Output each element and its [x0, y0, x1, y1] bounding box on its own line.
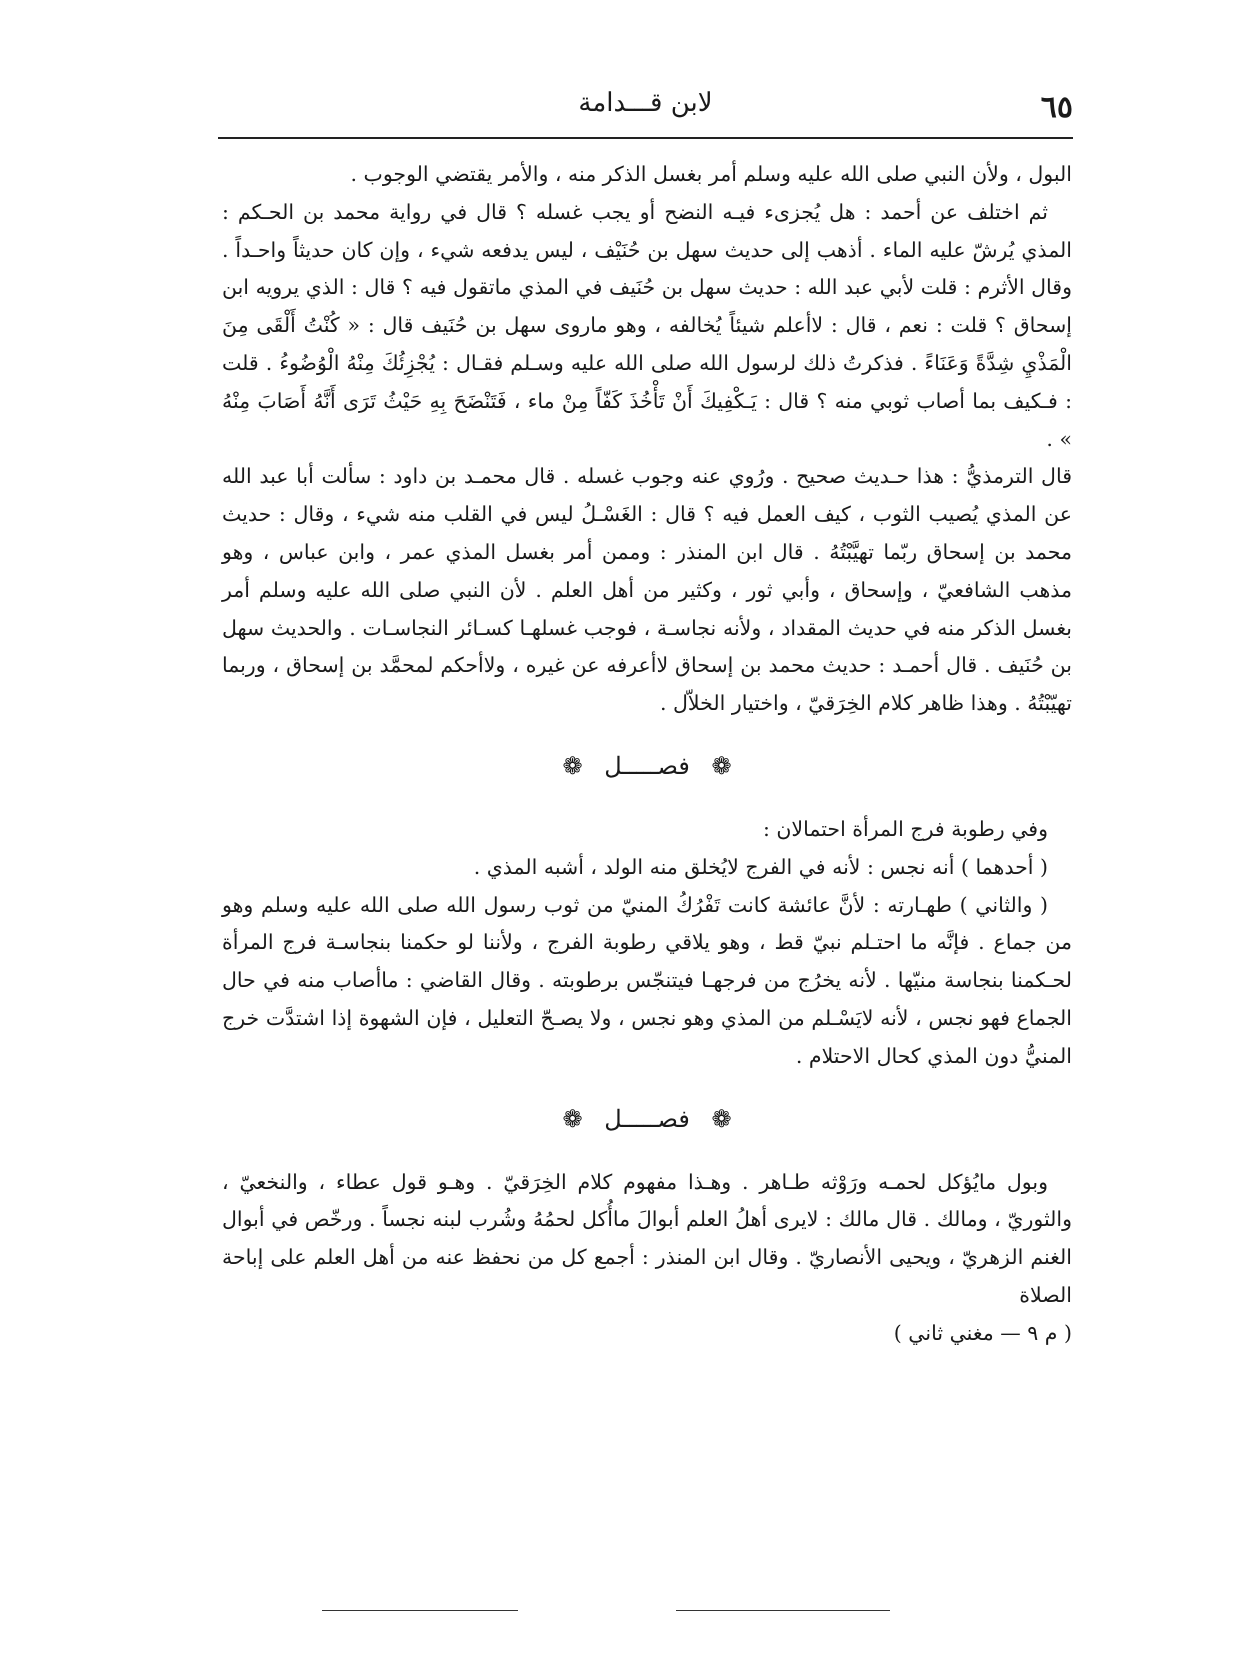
bottom-rule-left [322, 1610, 518, 1611]
section-1-line-2: ( أحدهما ) أنه نجس : لأنه في الفرج لايُخلق منه الولد ، أشبه المذي . [473, 854, 1048, 879]
section-heading-1 [222, 747, 1072, 785]
section-2-line-1: وبول مايُؤكل لحمـه ورَوْثه طـاهر . وهـذا مفهوم كلام الخِرَقيّ . وهـو قول عطاء ، والنخعيّ ، والثوريّ ، ومالك . قال مالك : لايرى أهلُ العلم أبوالَ ماأُكل لحمُهُ وشُرب لبنه نجساً . ورخّص في أبوال الغنم الزهريّ ، ويحيى الأنصاريّ . وقال ابن المنذر : أجمع كل من نحفظ عنه من أهل العلم على إباحة الصلاة [222, 1169, 1072, 1307]
section-heading-1-label: فصـــــل [604, 751, 690, 780]
paragraph-1: البول ، ولأن النبي صلى الله عليه وسلم أمر بغسل الذكر منه ، والأمر يقتضي الوجوب . [350, 162, 1072, 186]
section-heading-2-label: فصـــــل [604, 1104, 690, 1133]
page-body [222, 156, 1072, 1353]
running-head: لابن قـــدامة [578, 88, 713, 118]
ornament-icon: ❁ [711, 751, 732, 780]
section-heading-2 [222, 1100, 1072, 1138]
bottom-rule-right [676, 1610, 890, 1611]
paragraph-3: قال الترمذيُّ : هذا حـديث صحيح . ورُوي عنه وجوب غسله . قال محمـد بن داود : سألت أبا عبد الله عن المذي يُصيب الثوب ، كيف العمل فيه ؟ قال : الغَسْـلُ ليس في القلب منه شيء ، وقال : حديث محمد بن إسحاق ربّما تهيَّبْتُهُ . قال ابن المنذر : وممن أمر بغسل المذي عمر ، وابن عباس ، وهو مذهب الشافعيّ ، وإسحاق ، وأبي ثور ، وكثير من أهل العلم . لأن النبي صلى الله عليه وسلم أمر بغسل الذكر منه في حديث المقداد ، ولأنه نجاسـة ، فوجب غسلهـا كسـائر النجاسـات . والحديث سهل بن حُنَيف . قال أحمـد : حديث محمد بن إسحاق لاأعرفه عن غيره ، ولاأحكم لمحمَّد بن إسحاق ، وربما تهيّبْتُهُ . وهذا ظاهر كلام الخِرَقيّ ، واختيار الخلاّل . [222, 464, 1072, 716]
page-number: ٦٥ [1040, 90, 1073, 125]
section-1-line-3: ( والثاني ) طهـارته : لأنَّ عائشة كانت تَفْرُكُ المنيّ من ثوب رسول الله صلى الله عليه وسلم وهو من جماع . فإنَّه ما احتـلم نبيّ قط ، وهو يلاقي رطوبة الفرج ، ولأننا لو حكمنا بنجاسـة فرج المرأة لحـكمنا بنجاسة منيّها . لأنه يخرُج من فرجهـا فيتنجّس برطوبته . وقال القاضي : ماأصاب منه في حال الجماع فهو نجس ، لأنه لايَسْـلم من المذي وهو نجس ، ولا يصـحّ التعليل ، فإن الشهوة إذا اشتدَّت خرج المنيُّ دون المذي كحال الاحتلام . [222, 892, 1072, 1068]
header-rule [218, 137, 1073, 139]
page-header [218, 84, 1073, 132]
signature-mark: ( م ٩ — مغني ثاني ) [893, 1320, 1072, 1345]
paragraph-2: ثم اختلف عن أحمد : هل يُجزىء فيـه النضح أو يجب غسله ؟ قال في رواية محمد بن الحـكم : المذي يُرشّ عليه الماء . أذهب إلى حديث سهل بن حُنَيْف ، ليس يدفعه شيء ، وإن كان حديثاً واحـداً . وقال الأثرم : قلت لأبي عبد الله : حديث سهل بن حُنَيف في المذي ماتقول فيه ؟ قال : الذي يرويه ابن إسحاق ؟ قلت : نعم ، قال : لاأعلم شيئاً يُخالفه ، وهو ماروى سهل بن حُنَيف قال : « كُنْتُ أَلْقَى مِنَ الْمَذْيِ شِدَّةً وَعَنَاءً . فذكرتُ ذلك لرسول الله صلى الله عليه وسـلم فقـال : يُجْزِئُكَ مِنْهُ الْوُضُوءُ . قلت : فـكيف بما أصاب ثوبي منه ؟ قال : يَـكْفِيكَ أَنْ تَأْخُذَ كَفّاً مِنْ ماء ، فَتَنْضَحَ بِهِ حَيْثُ تَرَى أَنَّهُ أَصَابَ مِنْهُ » . [222, 199, 1072, 451]
ornament-icon: ❁ [711, 1104, 732, 1133]
section-1-line-1: وفي رطوبة فرج المرأة احتمالان : [762, 816, 1048, 841]
ornament-icon: ❁ [562, 1104, 583, 1133]
ornament-icon: ❁ [562, 751, 583, 780]
